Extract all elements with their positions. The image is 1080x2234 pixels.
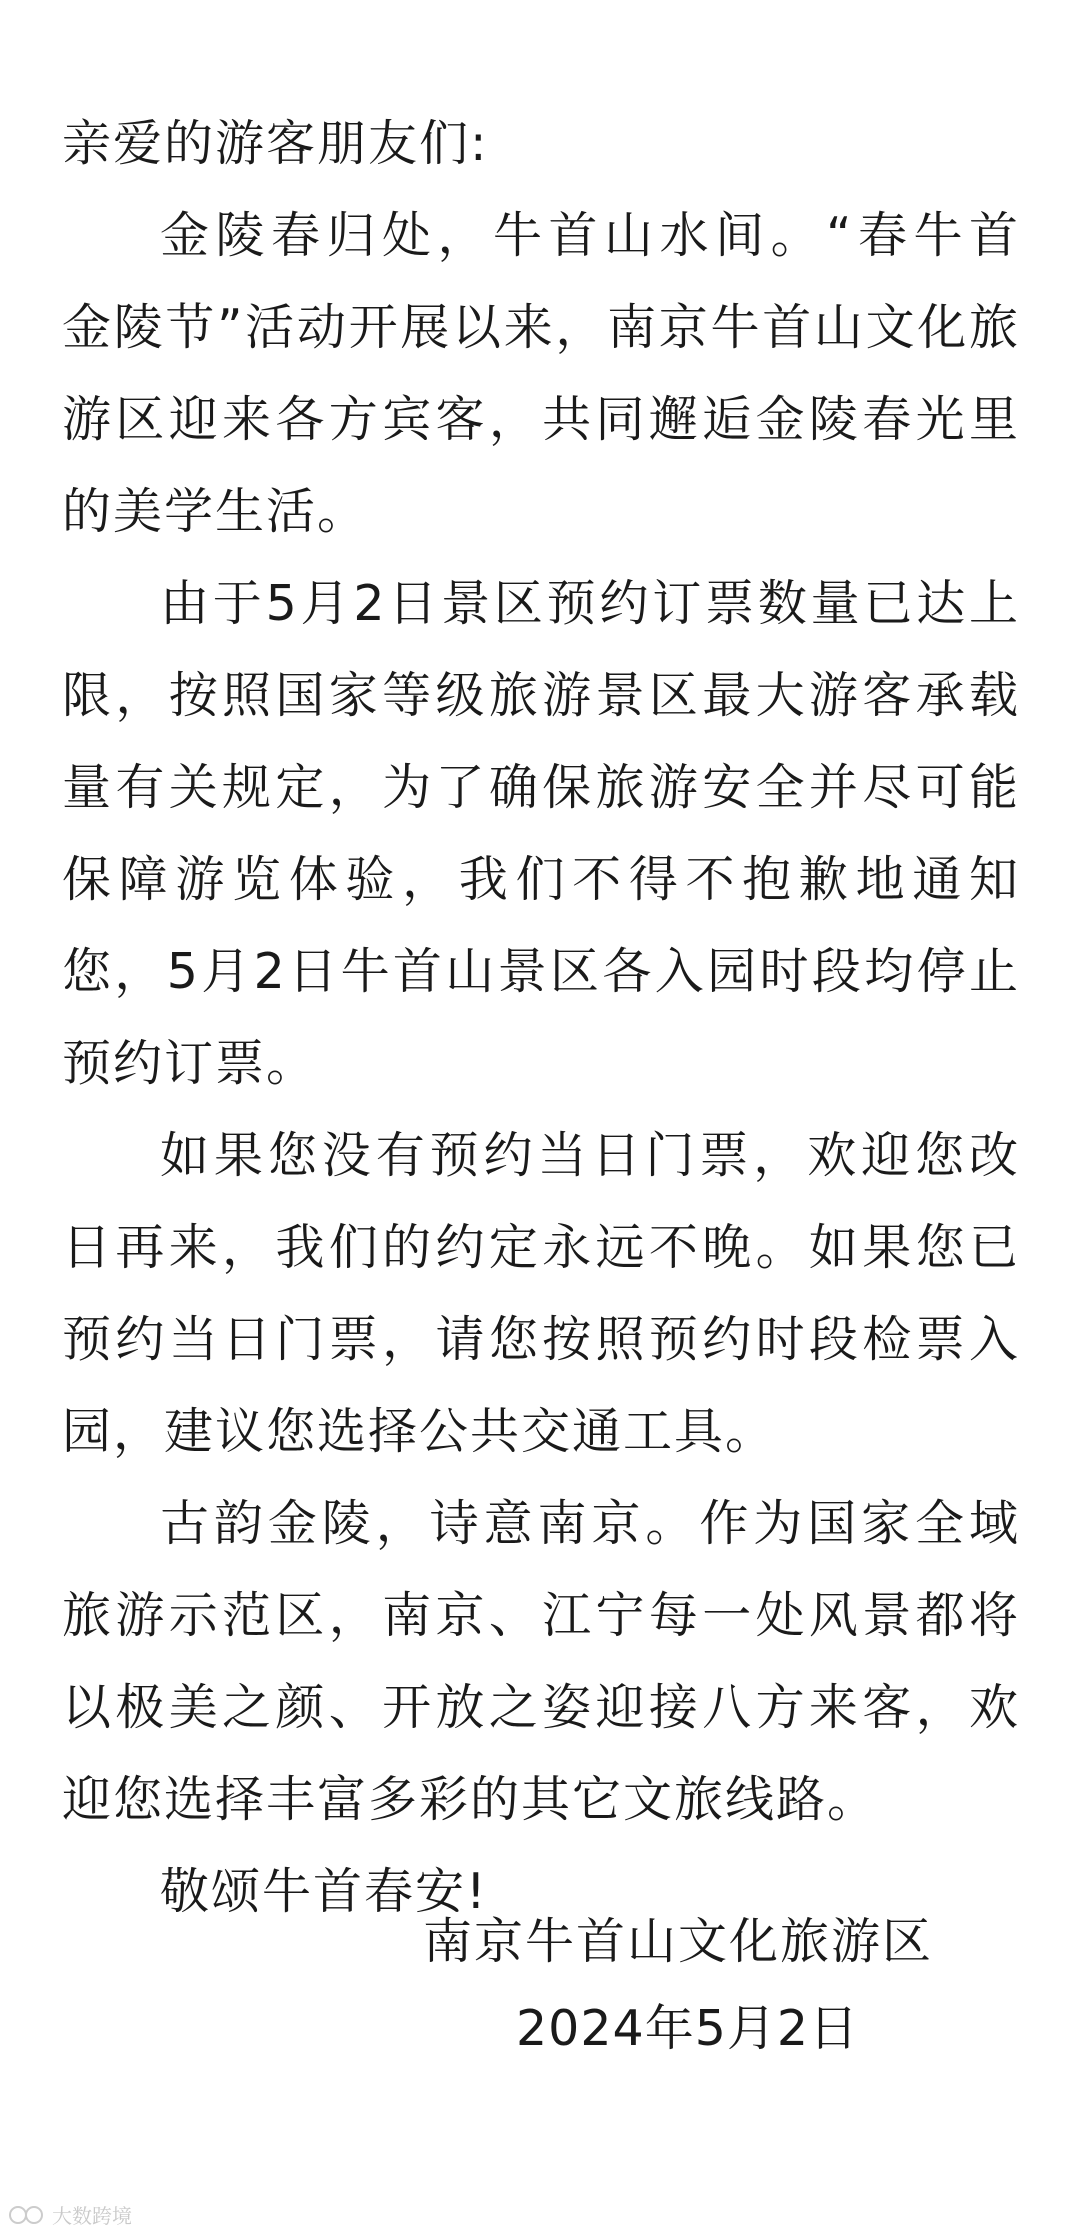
paragraph-advice: 如果您没有预约当日门票，欢迎您改日再来，我们的约定永远不晚。如果您已预约当日门票，请您按照预约时段检票入园，建议您选择公共交通工具。 (62, 1127, 1020, 1460)
watermark (8, 2200, 132, 2229)
paragraph-intro: 金陵春归处，牛首山水间。“春牛首 金陵节”活动开展以来，南京牛首山文化旅游区迎来各方宾客，共同邂逅金陵春光里的美学生活。 (62, 207, 1020, 540)
greeting: 亲爱的游客朋友们: (62, 115, 489, 172)
letter-body (62, 98, 1020, 1938)
watermark-text: 大数跨境 (52, 2204, 132, 2228)
logo-icon (8, 2203, 46, 2227)
signature-organization: 南京牛首山文化旅游区 (423, 1913, 934, 1970)
paragraph-notice: 由于5月2日景区预约订票数量已达上限，按照国家等级旅游景区最大游客承载量有关规定，为了确保旅游安全并尽可能保障游览体验，我们不得不抱歉地通知您，5月2日牛首山景区各入园时段均停止预约订票。 (62, 575, 1020, 1092)
signature-date: 2024年5月2日 (516, 2000, 860, 2057)
paragraph-promotion: 古韵金陵，诗意南京。作为国家全域旅游示范区，南京、江宁每一处风景都将以极美之颜、开放之姿迎接八方来客，欢迎您选择丰富多彩的其它文旅线路。 (62, 1495, 1020, 1828)
paragraph-closing: 敬颂牛首春安! (160, 1863, 488, 1920)
